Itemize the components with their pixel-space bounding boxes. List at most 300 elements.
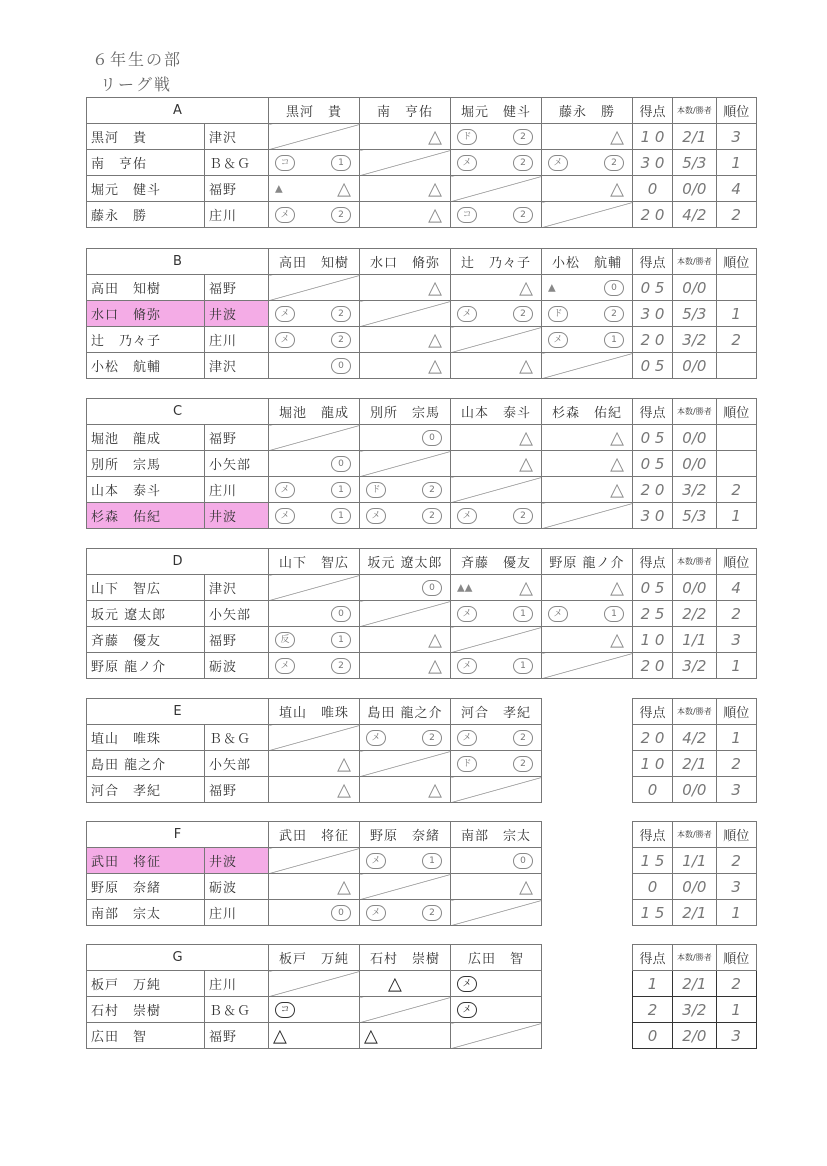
score-mark-icon: 0 xyxy=(422,580,442,596)
player-club: 津沢 xyxy=(205,575,269,601)
player-name: 南部 宗太 xyxy=(87,900,205,926)
loss-mark-icon: △ xyxy=(610,629,624,650)
rank-value: 4 xyxy=(716,176,756,202)
win-mark-icon: 1 xyxy=(604,332,624,348)
opponent-header: 藤永 勝 xyxy=(542,98,633,124)
score-mark-icon: 0 xyxy=(331,456,351,472)
player-club: 庄川 xyxy=(205,327,269,353)
rank-value: 1 xyxy=(716,997,756,1023)
league-table-a xyxy=(86,97,757,228)
points-value: 2 0 xyxy=(633,653,673,679)
rank-value xyxy=(716,353,756,379)
win-mark-icon: 2 xyxy=(604,155,624,171)
opponent-header: 武田 将征 xyxy=(269,822,360,848)
win-mark-icon: メ xyxy=(457,1002,477,1018)
points-value: 1 0 xyxy=(633,751,673,777)
score-mark-icon: 0 xyxy=(513,853,533,869)
wins-value: 5/3 xyxy=(673,150,717,176)
player-name: 島田 龍之介 xyxy=(87,751,205,777)
player-club: 井波 xyxy=(205,301,269,327)
player-name: 山本 泰斗 xyxy=(87,477,205,503)
points-value: 2 0 xyxy=(633,725,673,751)
rank-header: 順位 xyxy=(716,699,756,725)
player-name: 斉藤 優友 xyxy=(87,627,205,653)
loss-mark-icon: △ xyxy=(388,973,402,994)
self-match-cell xyxy=(269,575,360,601)
loss-mark-icon: △ xyxy=(428,779,442,800)
points-header: 得点 xyxy=(633,945,673,971)
match-result-cell xyxy=(269,1023,360,1049)
player-name: 河合 孝紀 xyxy=(87,777,205,803)
opponent-header: 辻 乃々子 xyxy=(451,249,542,275)
self-match-cell xyxy=(360,451,451,477)
match-result-cell xyxy=(360,353,451,379)
match-result-cell xyxy=(360,275,451,301)
score-mark-icon: メ xyxy=(275,207,295,223)
rank-value: 1 xyxy=(716,301,756,327)
score-mark-icon: メ xyxy=(275,658,295,674)
wins-header: 本数/勝者 xyxy=(673,98,717,124)
loss-mark-icon: △ xyxy=(428,329,442,350)
self-match-cell xyxy=(451,327,542,353)
win-mark-icon: 1 xyxy=(513,658,533,674)
wins-value: 0/0 xyxy=(673,176,717,202)
self-match-cell xyxy=(542,202,633,228)
opponent-header: 島田 龍之介 xyxy=(360,699,451,725)
win-mark-icon: 1 xyxy=(331,155,351,171)
match-result-cell xyxy=(269,751,360,777)
win-mark-icon: 2 xyxy=(422,905,442,921)
rank-value: 1 xyxy=(716,503,756,529)
points-header: 得点 xyxy=(633,822,673,848)
score-mark-icon: コ xyxy=(457,207,477,223)
match-result-cell xyxy=(542,275,633,301)
page-title: ６年生の部 xyxy=(92,50,183,69)
win-mark-icon: 2 xyxy=(422,482,442,498)
wins-value: 4/2 xyxy=(673,202,717,228)
win-mark-icon: 1 xyxy=(331,632,351,648)
player-club: 小矢部 xyxy=(205,451,269,477)
rank-value: 2 xyxy=(716,971,756,997)
player-name: 武田 将征 xyxy=(87,848,205,874)
match-result-cell xyxy=(451,971,542,997)
spacer xyxy=(542,725,633,751)
score-mark-icon: コ xyxy=(275,155,295,171)
win-mark-icon: 2 xyxy=(513,129,533,145)
wins-value: 3/2 xyxy=(673,477,717,503)
points-header: 得点 xyxy=(633,98,673,124)
win-mark-icon: 2 xyxy=(422,508,442,524)
player-name: 板戸 万純 xyxy=(87,971,205,997)
opponent-header: 埴山 唯珠 xyxy=(269,699,360,725)
match-result-cell xyxy=(542,176,633,202)
rank-value: 2 xyxy=(716,477,756,503)
match-result-cell xyxy=(269,477,360,503)
loss-mark-icon: △ xyxy=(428,178,442,199)
rank-value: 2 xyxy=(716,202,756,228)
loss-mark-icon: △ xyxy=(428,629,442,650)
opponent-header: 高田 知樹 xyxy=(269,249,360,275)
player-club: 小矢部 xyxy=(205,601,269,627)
win-mark-icon: 2 xyxy=(331,306,351,322)
rank-header: 順位 xyxy=(716,98,756,124)
self-match-cell xyxy=(451,900,542,926)
rank-value: 3 xyxy=(716,777,756,803)
self-match-cell xyxy=(269,124,360,150)
league-table-f xyxy=(86,821,757,926)
match-result-cell xyxy=(451,301,542,327)
match-result-cell xyxy=(360,176,451,202)
opponent-header: 南部 宗太 xyxy=(451,822,542,848)
score-mark-icon: メ xyxy=(457,508,477,524)
loss-mark-icon: △ xyxy=(337,876,351,897)
loss-mark-icon: △ xyxy=(610,126,624,147)
match-result-cell xyxy=(542,150,633,176)
win-mark-icon: 2 xyxy=(513,155,533,171)
player-name: 石村 崇樹 xyxy=(87,997,205,1023)
rank-header: 順位 xyxy=(716,549,756,575)
points-value: 3 0 xyxy=(633,503,673,529)
rank-header: 順位 xyxy=(716,945,756,971)
loss-mark-icon: △ xyxy=(519,453,533,474)
score-mark-icon: メ xyxy=(548,155,568,171)
spacer xyxy=(542,751,633,777)
loss-mark-icon: △ xyxy=(428,655,442,676)
self-match-cell xyxy=(360,301,451,327)
group-label: G xyxy=(87,945,269,971)
wins-value: 3/2 xyxy=(673,327,717,353)
wins-value: 3/2 xyxy=(673,653,717,679)
opponent-header: 小松 航輔 xyxy=(542,249,633,275)
player-name: 高田 知樹 xyxy=(87,275,205,301)
match-result-cell xyxy=(360,777,451,803)
wins-value: 4/2 xyxy=(673,725,717,751)
points-value: 3 0 xyxy=(633,301,673,327)
opponent-header: 野原 奈緒 xyxy=(360,822,451,848)
match-result-cell xyxy=(360,653,451,679)
player-club: 砺波 xyxy=(205,874,269,900)
opponent-header: 南 亨佑 xyxy=(360,98,451,124)
small-triangle-icon: ▲▲ xyxy=(457,582,473,593)
player-club: 砺波 xyxy=(205,653,269,679)
score-mark-icon: メ xyxy=(275,482,295,498)
match-result-cell xyxy=(451,275,542,301)
match-result-cell xyxy=(269,874,360,900)
match-result-cell xyxy=(451,353,542,379)
wins-header: 本数/勝者 xyxy=(673,249,717,275)
spacer xyxy=(542,777,633,803)
player-club: 庄川 xyxy=(205,971,269,997)
match-result-cell xyxy=(451,725,542,751)
opponent-header: 堀元 健斗 xyxy=(451,98,542,124)
match-result-cell xyxy=(542,601,633,627)
win-mark-icon: 1 xyxy=(422,853,442,869)
score-mark-icon: メ xyxy=(366,730,386,746)
self-match-cell xyxy=(451,1023,542,1049)
match-result-cell xyxy=(542,124,633,150)
score-mark-icon: メ xyxy=(366,905,386,921)
match-result-cell xyxy=(360,124,451,150)
group-label: F xyxy=(87,822,269,848)
player-name: 埴山 唯珠 xyxy=(87,725,205,751)
self-match-cell xyxy=(451,777,542,803)
loss-mark-icon: △ xyxy=(519,277,533,298)
loss-mark-icon: △ xyxy=(337,779,351,800)
points-value: 0 5 xyxy=(633,451,673,477)
win-mark-icon: 2 xyxy=(513,207,533,223)
match-result-cell xyxy=(451,451,542,477)
rank-value: 3 xyxy=(716,1023,756,1049)
points-value: 0 5 xyxy=(633,575,673,601)
points-value: 2 0 xyxy=(633,477,673,503)
player-club: 福野 xyxy=(205,176,269,202)
points-value: 3 0 xyxy=(633,150,673,176)
loss-mark-icon: △ xyxy=(519,427,533,448)
match-result-cell xyxy=(542,451,633,477)
score-mark-icon: ド xyxy=(548,306,568,322)
loss-mark-icon: △ xyxy=(519,577,533,598)
rank-value: 3 xyxy=(716,874,756,900)
player-club: 福野 xyxy=(205,1023,269,1049)
rank-value: 2 xyxy=(716,848,756,874)
win-mark-icon: 2 xyxy=(513,730,533,746)
group-label: E xyxy=(87,699,269,725)
win-mark-icon: 2 xyxy=(604,306,624,322)
rank-value: 3 xyxy=(716,627,756,653)
spacer xyxy=(542,997,633,1023)
player-club: 小矢部 xyxy=(205,751,269,777)
match-result-cell xyxy=(269,997,360,1023)
player-name: 坂元 遼太郎 xyxy=(87,601,205,627)
match-result-cell xyxy=(360,971,451,997)
wins-value: 2/2 xyxy=(673,601,717,627)
wins-value: 3/2 xyxy=(673,997,717,1023)
wins-header: 本数/勝者 xyxy=(673,699,717,725)
self-match-cell xyxy=(360,874,451,900)
points-value: 0 xyxy=(633,874,673,900)
match-result-cell xyxy=(360,575,451,601)
rank-header: 順位 xyxy=(716,249,756,275)
points-value: 2 0 xyxy=(633,327,673,353)
win-mark-icon: メ xyxy=(457,976,477,992)
match-result-cell xyxy=(360,627,451,653)
loss-mark-icon: △ xyxy=(610,453,624,474)
match-result-cell xyxy=(360,900,451,926)
loss-mark-icon: △ xyxy=(337,178,351,199)
self-match-cell xyxy=(360,150,451,176)
self-match-cell xyxy=(360,751,451,777)
win-mark-icon: 2 xyxy=(331,658,351,674)
player-name: 野原 龍ノ介 xyxy=(87,653,205,679)
points-value: 0 xyxy=(633,1023,673,1049)
wins-value: 0/0 xyxy=(673,777,717,803)
wins-header: 本数/勝者 xyxy=(673,549,717,575)
match-result-cell xyxy=(451,848,542,874)
score-mark-icon: メ xyxy=(366,508,386,524)
score-mark-icon: ド xyxy=(457,756,477,772)
points-value: 0 5 xyxy=(633,425,673,451)
self-match-cell xyxy=(451,176,542,202)
opponent-header: 山下 智広 xyxy=(269,549,360,575)
points-value: 1 5 xyxy=(633,848,673,874)
score-mark-icon: 0 xyxy=(604,280,624,296)
score-mark-icon: ド xyxy=(457,129,477,145)
score-mark-icon: 0 xyxy=(422,430,442,446)
loss-mark-icon: △ xyxy=(610,427,624,448)
spacer xyxy=(542,848,633,874)
score-mark-icon: メ xyxy=(548,332,568,348)
points-header: 得点 xyxy=(633,699,673,725)
match-result-cell xyxy=(451,124,542,150)
player-club: 津沢 xyxy=(205,353,269,379)
self-match-cell xyxy=(269,725,360,751)
match-result-cell xyxy=(360,425,451,451)
player-name: 小松 航輔 xyxy=(87,353,205,379)
match-result-cell xyxy=(269,176,360,202)
spacer xyxy=(542,874,633,900)
loss-mark-icon: △ xyxy=(519,355,533,376)
opponent-header: 坂元 遼太郎 xyxy=(360,549,451,575)
opponent-header: 斉藤 優友 xyxy=(451,549,542,575)
score-mark-icon: メ xyxy=(457,658,477,674)
match-result-cell xyxy=(269,451,360,477)
loss-mark-icon: △ xyxy=(519,876,533,897)
wins-header: 本数/勝者 xyxy=(673,822,717,848)
score-mark-icon: メ xyxy=(457,155,477,171)
opponent-header: 杉森 佑紀 xyxy=(542,399,633,425)
match-result-cell xyxy=(542,301,633,327)
points-value: 2 0 xyxy=(633,202,673,228)
spacer xyxy=(542,971,633,997)
score-mark-icon: メ xyxy=(457,306,477,322)
points-value: 1 0 xyxy=(633,627,673,653)
wins-value: 2/0 xyxy=(673,1023,717,1049)
league-table-b xyxy=(86,248,757,379)
win-mark-icon: 2 xyxy=(513,508,533,524)
opponent-header: 山本 泰斗 xyxy=(451,399,542,425)
opponent-header: 野原 龍ノ介 xyxy=(542,549,633,575)
points-value: 1 5 xyxy=(633,900,673,926)
small-triangle-icon: ▲ xyxy=(548,282,556,293)
wins-value: 5/3 xyxy=(673,503,717,529)
rank-value xyxy=(716,451,756,477)
score-mark-icon: メ xyxy=(275,332,295,348)
player-name: 杉森 佑紀 xyxy=(87,503,205,529)
page-subtitle: リーグ戦 xyxy=(100,75,173,94)
wins-value: 2/1 xyxy=(673,751,717,777)
win-mark-icon: 1 xyxy=(604,606,624,622)
match-result-cell xyxy=(451,150,542,176)
match-result-cell xyxy=(269,601,360,627)
match-result-cell xyxy=(360,202,451,228)
loss-mark-icon: △ xyxy=(610,479,624,500)
opponent-header: 黒河 貴 xyxy=(269,98,360,124)
loss-mark-icon: △ xyxy=(610,178,624,199)
match-result-cell xyxy=(269,777,360,803)
loss-mark-icon: △ xyxy=(273,1025,287,1046)
win-mark-icon: 1 xyxy=(331,482,351,498)
league-table-c xyxy=(86,398,757,529)
opponent-header: 堀池 龍成 xyxy=(269,399,360,425)
score-mark-icon: 0 xyxy=(331,358,351,374)
self-match-cell xyxy=(451,477,542,503)
league-table-e xyxy=(86,698,757,803)
match-result-cell xyxy=(360,1023,451,1049)
self-match-cell xyxy=(269,275,360,301)
group-label: C xyxy=(87,399,269,425)
score-mark-icon: メ xyxy=(457,730,477,746)
wins-value: 0/0 xyxy=(673,425,717,451)
wins-value: 0/0 xyxy=(673,275,717,301)
loss-mark-icon: △ xyxy=(364,1025,378,1046)
player-name: 広田 智 xyxy=(87,1023,205,1049)
player-name: 藤永 勝 xyxy=(87,202,205,228)
player-name: 野原 奈緒 xyxy=(87,874,205,900)
match-result-cell xyxy=(269,301,360,327)
self-match-cell xyxy=(451,627,542,653)
rank-header: 順位 xyxy=(716,822,756,848)
win-mark-icon: コ xyxy=(275,1002,295,1018)
wins-header: 本数/勝者 xyxy=(673,945,717,971)
match-result-cell xyxy=(269,653,360,679)
score-mark-icon: メ xyxy=(366,853,386,869)
score-mark-icon: 0 xyxy=(331,905,351,921)
group-label: B xyxy=(87,249,269,275)
rank-value xyxy=(716,425,756,451)
match-result-cell xyxy=(451,653,542,679)
self-match-cell xyxy=(269,425,360,451)
opponent-header: 河合 孝紀 xyxy=(451,699,542,725)
match-result-cell xyxy=(451,601,542,627)
rank-value: 1 xyxy=(716,725,756,751)
self-match-cell xyxy=(269,971,360,997)
group-label: D xyxy=(87,549,269,575)
match-result-cell xyxy=(360,725,451,751)
match-result-cell xyxy=(451,202,542,228)
self-match-cell xyxy=(360,997,451,1023)
player-club: Ｂ＆Ｇ xyxy=(205,997,269,1023)
score-mark-icon: ド xyxy=(366,482,386,498)
self-match-cell xyxy=(542,353,633,379)
player-name: 山下 智広 xyxy=(87,575,205,601)
player-club: 庄川 xyxy=(205,202,269,228)
wins-value: 2/1 xyxy=(673,124,717,150)
rank-value: 2 xyxy=(716,327,756,353)
loss-mark-icon: △ xyxy=(428,204,442,225)
rank-value: 4 xyxy=(716,575,756,601)
spacer xyxy=(542,900,633,926)
match-result-cell xyxy=(542,627,633,653)
opponent-header: 別所 宗馬 xyxy=(360,399,451,425)
wins-value: 2/1 xyxy=(673,900,717,926)
player-name: 辻 乃々子 xyxy=(87,327,205,353)
player-club: 福野 xyxy=(205,777,269,803)
rank-value: 2 xyxy=(716,751,756,777)
wins-value: 2/1 xyxy=(673,971,717,997)
match-result-cell xyxy=(269,900,360,926)
wins-value: 5/3 xyxy=(673,301,717,327)
self-match-cell xyxy=(360,601,451,627)
rank-value xyxy=(716,275,756,301)
match-result-cell xyxy=(542,477,633,503)
match-result-cell xyxy=(360,503,451,529)
rank-header: 順位 xyxy=(716,399,756,425)
player-club: 井波 xyxy=(205,848,269,874)
player-name: 別所 宗馬 xyxy=(87,451,205,477)
match-result-cell xyxy=(360,477,451,503)
win-mark-icon: 1 xyxy=(331,508,351,524)
wins-value: 1/1 xyxy=(673,848,717,874)
